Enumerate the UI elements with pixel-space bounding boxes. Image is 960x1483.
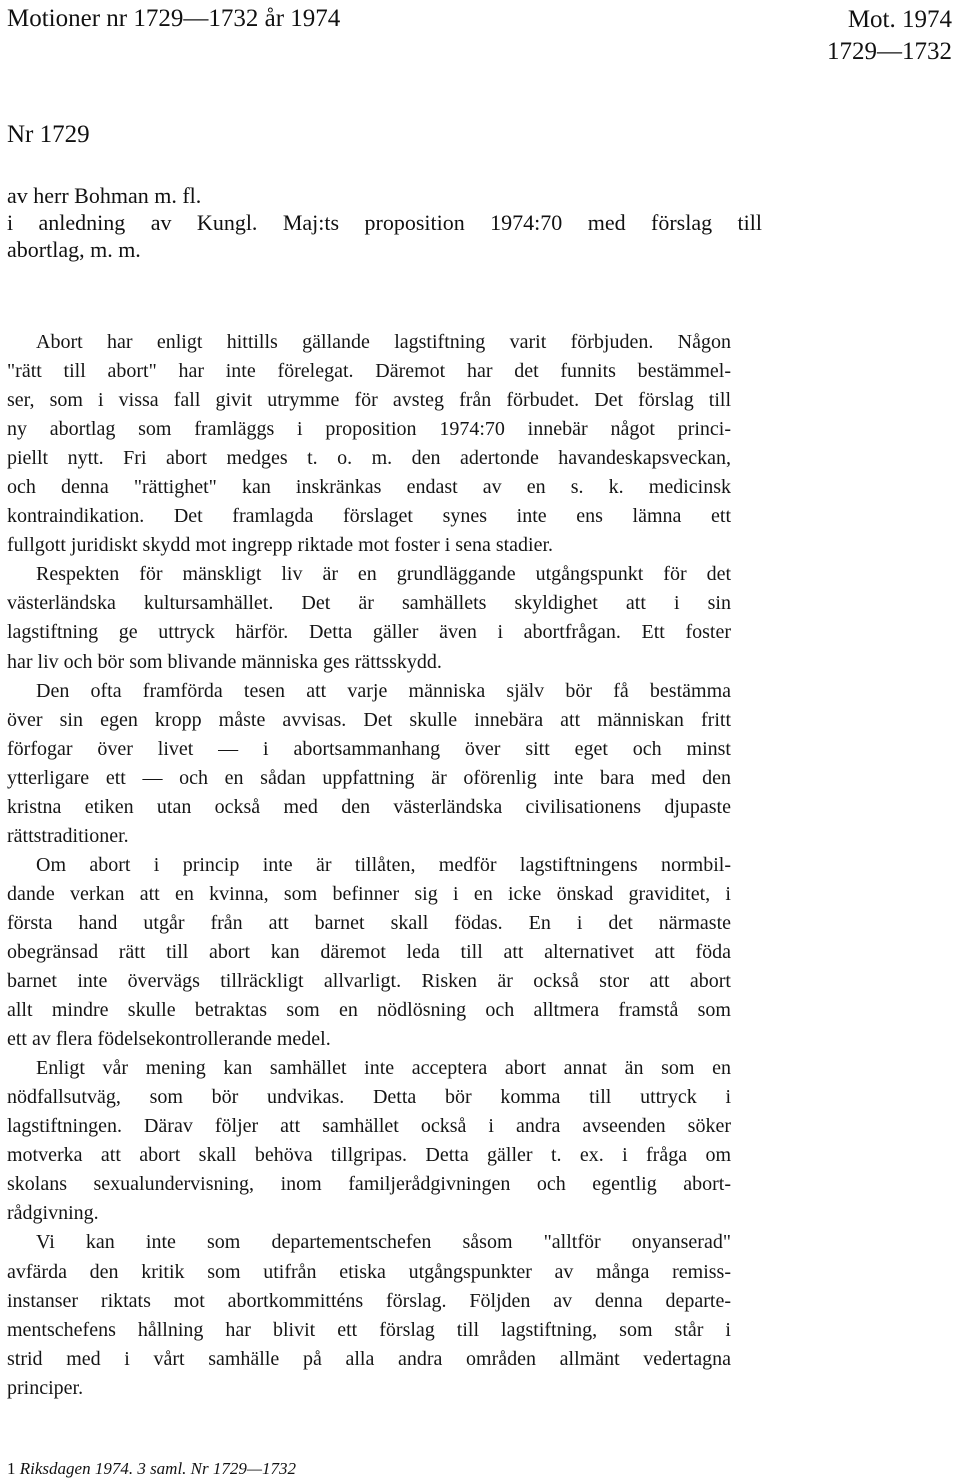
body-line: ny abortlag som framläggs i proposition 1974:70 innebär något princi- (7, 418, 731, 441)
body-line: Respekten för mänskligt liv är en grundläggande utgångspunkt för det (36, 563, 731, 586)
body-line: kristna etiken utan också med den västerländska civilisationens djupaste (7, 795, 731, 818)
body-line: instanser riktats mot abortkommitténs förslag. Följden av denna departe- (7, 1289, 731, 1312)
body-line: rättstraditioner. (7, 824, 129, 847)
body-line: ytterligare ett — och en sådan uppfattning är oförenlig inte bara med den (7, 766, 731, 789)
motion-number: Nr 1729 (7, 121, 90, 148)
body-line: har liv och bör som blivande människa ges rättsskydd. (7, 650, 442, 673)
body-line: ser, som i vissa fall givit utrymme för avsteg från förbudet. Det förslag till (7, 389, 731, 412)
body-line: obegränsad rätt till abort kan däremot leda till att alternativet att föda (7, 940, 731, 963)
body-line: allt mindre skulle betraktas som en nödlösning och alltmera framstå som (7, 999, 731, 1022)
body-line: kontraindikation. Det framlagda förslaget synes inte ens lämna ett (7, 505, 731, 528)
body-line: lagstiftning ge uttryck härför. Detta gäller även i abortfrågan. Ett foster (7, 621, 731, 644)
body-line: nödfallsutväg, som bör undvikas. Detta bör komma till uttryck i (7, 1086, 731, 1109)
body-line: och denna "rättighet" kan inskränkas endast av en s. k. medicinsk (7, 476, 731, 499)
body-line: över sin egen kropp måste avvisas. Det skulle innebära att människan fritt (7, 708, 731, 731)
body-line: västerländska kultursamhället. Det är samhällets skyldighet att i sin (7, 592, 731, 615)
body-line: ett av flera födelsekontrollerande medel. (7, 1028, 331, 1051)
motion-meta (7, 182, 762, 263)
body-line: strid med i vårt samhälle på alla andra områden allmänt vedertagna (7, 1347, 731, 1370)
body-line: rådgivning. (7, 1202, 99, 1225)
body-line: första hand utgår från att barnet skall födas. En i det närmaste (7, 911, 731, 934)
body-line: "rätt till abort" har inte förelegat. Däremot har det funnits bestämmel- (7, 360, 731, 383)
body-line: Abort har enligt hittills gällande lagstiftning varit förbjuden. Någon (36, 331, 731, 353)
body-line: förfogar över livet — i abortsammanhang över sitt eget och minst (7, 737, 731, 760)
body-line: motverka att abort skall behöva tillgripas. Detta gäller t. ex. i fråga om (7, 1144, 731, 1167)
header-motion-year: Mot. 1974 (847, 6, 952, 33)
motion-subject: i anledning av Kungl. Maj:ts proposition 1974:70 med förslag till (7, 210, 762, 235)
body-line: lagstiftningen. Därav följer att samhället också i andra avseenden söker (7, 1115, 731, 1138)
body-line: fullgott juridiskt skydd mot ingrepp riktade mot foster i sena stadier. (7, 534, 554, 557)
body-line: dande verkan att en kvinna, som befinner sig i en icke önskad graviditet, i (7, 882, 731, 905)
body-line: Vi kan inte som departementschefen såsom "alltför onyanserad" (36, 1231, 731, 1254)
footer-page-number: 1 (7, 1459, 16, 1478)
header-title: Motioner nr 1729—1732 år 1974 (7, 5, 341, 32)
page-footer (7, 1458, 296, 1480)
motion-authors: av herr Bohman m. fl. (7, 183, 202, 208)
body-line: skolans sexualundervisning, inom familjerådgivningen och egentlig abort- (7, 1173, 731, 1196)
body-line: piellt nytt. Fri abort medges t. o. m. den adertonde havandeskapsveckan, (7, 447, 731, 470)
body-line: avfärda den kritik som utifrån etiska utgångspunkter av många remiss- (7, 1260, 731, 1283)
body-line: principer. (7, 1376, 84, 1399)
body-line: mentschefens hållning har blivit ett förslag till lagstiftning, som står i (7, 1318, 731, 1341)
body-line: barnet inte övervägs tillräckligt allvarligt. Risken är också stor att abort (7, 970, 731, 993)
motion-body (7, 328, 731, 1403)
header-motion-ref (827, 4, 952, 68)
body-line: Om abort i princip inte är tillåten, medför lagstiftningens normbil- (36, 853, 731, 876)
footer-source: Riksdagen 1974. 3 saml. Nr 1729—1732 (19, 1459, 296, 1478)
body-line: Enligt vår mening kan samhället inte acceptera abort annat än som en (36, 1057, 731, 1080)
motion-subject-continued: abortlag, m. m. (7, 237, 141, 262)
body-line: Den ofta framförda tesen att varje människa själv bör få bestämma (36, 679, 731, 702)
header-motion-range: 1729—1732 (827, 38, 952, 65)
